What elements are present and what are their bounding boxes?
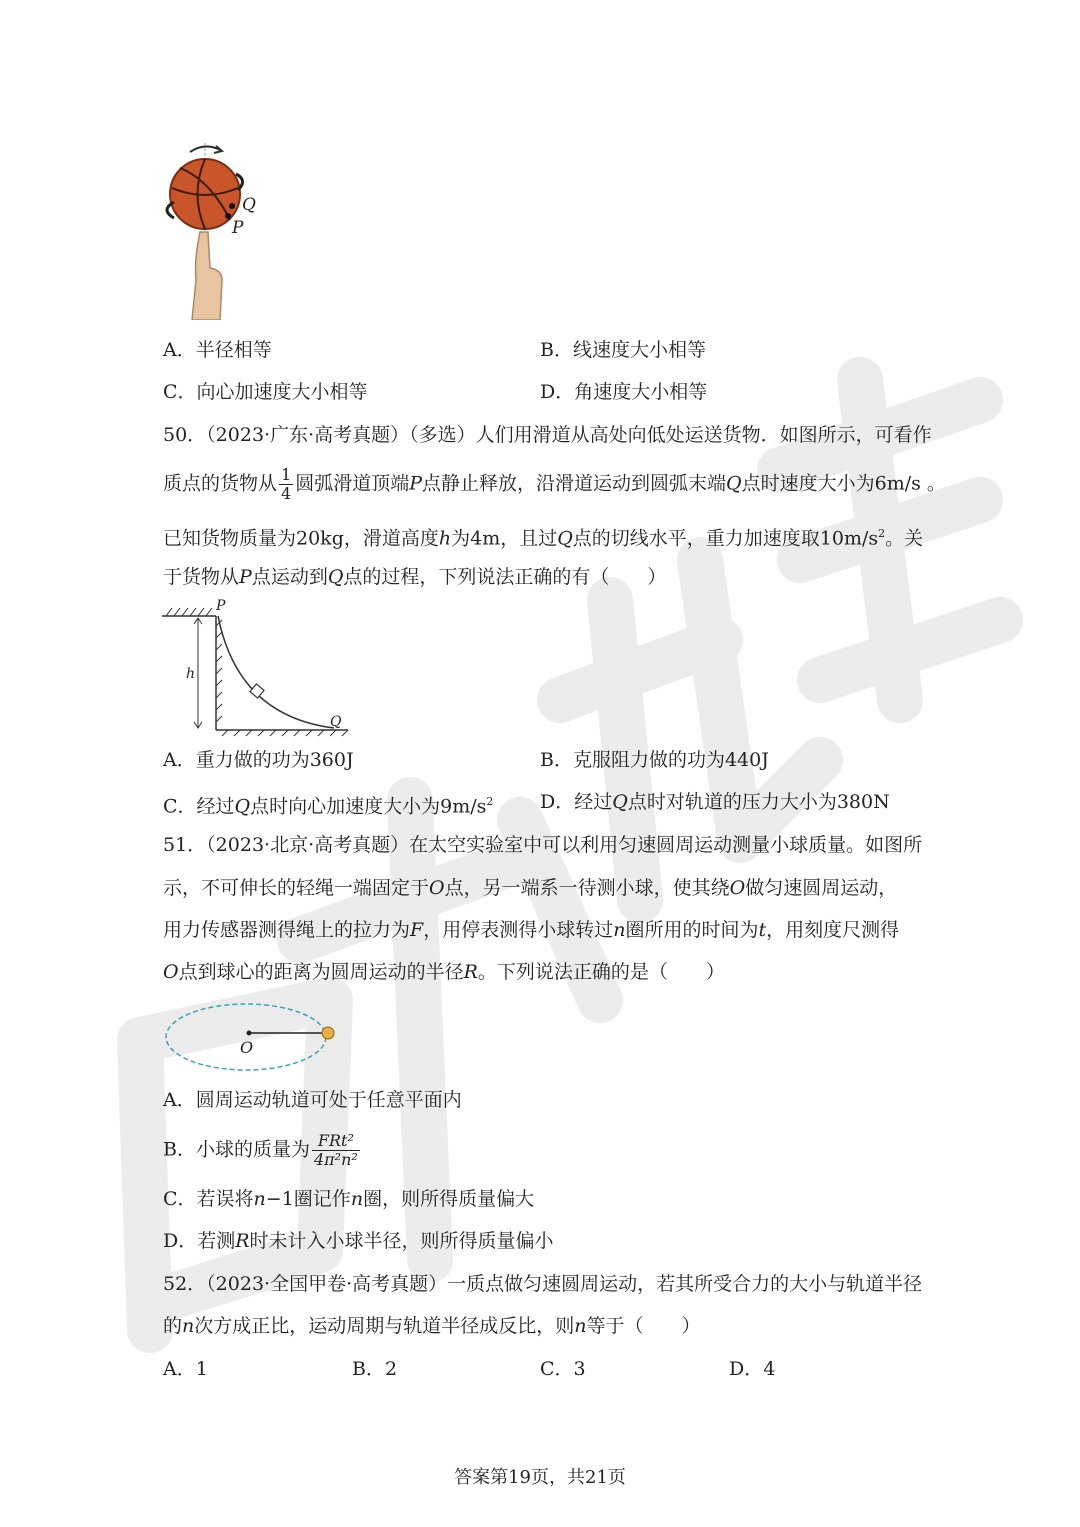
slide-figure	[158, 596, 358, 738]
label-p: P	[232, 218, 244, 238]
q50-line-2: 质点的货物从 $\frac{1}{4}$ 圆弧滑道顶端P点静止释放，沿滑道运动到圆弧末端Q点时速度大小为6m/s 。	[163, 465, 946, 503]
basketball-figure	[150, 140, 280, 320]
q51-option-b: B．小球的质量为 $\frac{\text{FRt²}}{\text{4π²n²}}$	[163, 1131, 358, 1169]
q49-option-b: B．线速度大小相等	[540, 339, 706, 361]
mass-fraction: $\frac{\text{FRt²}}{\text{4π²n²}}$	[313, 1131, 358, 1169]
q49-option-c: C．向心加速度大小相等	[163, 381, 368, 403]
q49-option-a: A．半径相等	[163, 339, 272, 361]
q51-line-2: 示，不可伸长的轻绳一端固定于O点，另一端系一待测小球，使其绕O做匀速圆周运动，	[163, 877, 898, 899]
q50-option-a: A．重力做的功为360J	[163, 749, 354, 771]
q49-option-d: D．角速度大小相等	[540, 381, 708, 403]
q51-option-a: A．圆周运动轨道可处于任意平面内	[163, 1089, 462, 1111]
q52-line-2: 的n次方成正比，运动周期与轨道半径成反比，则n等于（ ）	[163, 1315, 701, 1337]
q51-option-d: D．若测R时未计入小球半径，则所得质量偏小	[163, 1230, 554, 1252]
q51-line-4: O点到球心的距离为圆周运动的半径R。下列说法正确的是（ ）	[163, 961, 725, 983]
label-h: h	[186, 666, 196, 682]
q52-option-c: C．3	[540, 1358, 586, 1380]
q51-line-1: 51．（2023·北京·高考真题）在太空实验室中可以利用匀速圆周运动测量小球质量。如图所	[163, 834, 923, 856]
fraction-quarter: $\frac{1}{4}$	[281, 465, 292, 503]
q51-line-3: 用力传感器测得绳上的拉力为F，用停表测得小球转过n圈所用的时间为t，用刻度尺测得	[163, 919, 900, 941]
label-p: P	[216, 598, 226, 614]
label-o: O	[240, 1038, 254, 1057]
q50-option-c: C．经过Q点时向心加速度大小为$9m/s^2$	[163, 795, 494, 818]
q50-option-b: B．克服阻力做的功为440J	[540, 749, 769, 771]
label-q: Q	[330, 714, 342, 730]
q51-option-c: C．若误将n−1圈记作n圈，则所得质量偏大	[163, 1188, 535, 1210]
q50-option-d: D．经过Q点时对轨道的压力大小为380N	[540, 791, 890, 813]
q52-option-a: A．1	[163, 1358, 208, 1380]
q52-line-1: 52．（2023·全国甲卷·高考真题）一质点做匀速圆周运动，若其所受合力的大小与轨道半径	[163, 1273, 923, 1295]
label-q: Q	[242, 195, 256, 215]
q52-option-d: D．4	[729, 1358, 776, 1380]
q50-line-4: 于货物从P点运动到Q点的过程，下列说法正确的有（ ）	[163, 566, 667, 588]
page-footer: 答案第19页，共21页	[454, 1467, 626, 1488]
q50-line-3: 已知货物质量为20kg，滑道高度h为4m，且过Q点的切线水平，重力加速度取$10m/s^2$。关	[163, 527, 924, 550]
q50-line-1: 50．（2023·广东·高考真题）（多选）人们用滑道从高处向低处运送货物．如图所示，可看作	[163, 424, 932, 446]
q52-option-b: B．2	[352, 1358, 398, 1380]
orbit-figure	[160, 1000, 340, 1080]
